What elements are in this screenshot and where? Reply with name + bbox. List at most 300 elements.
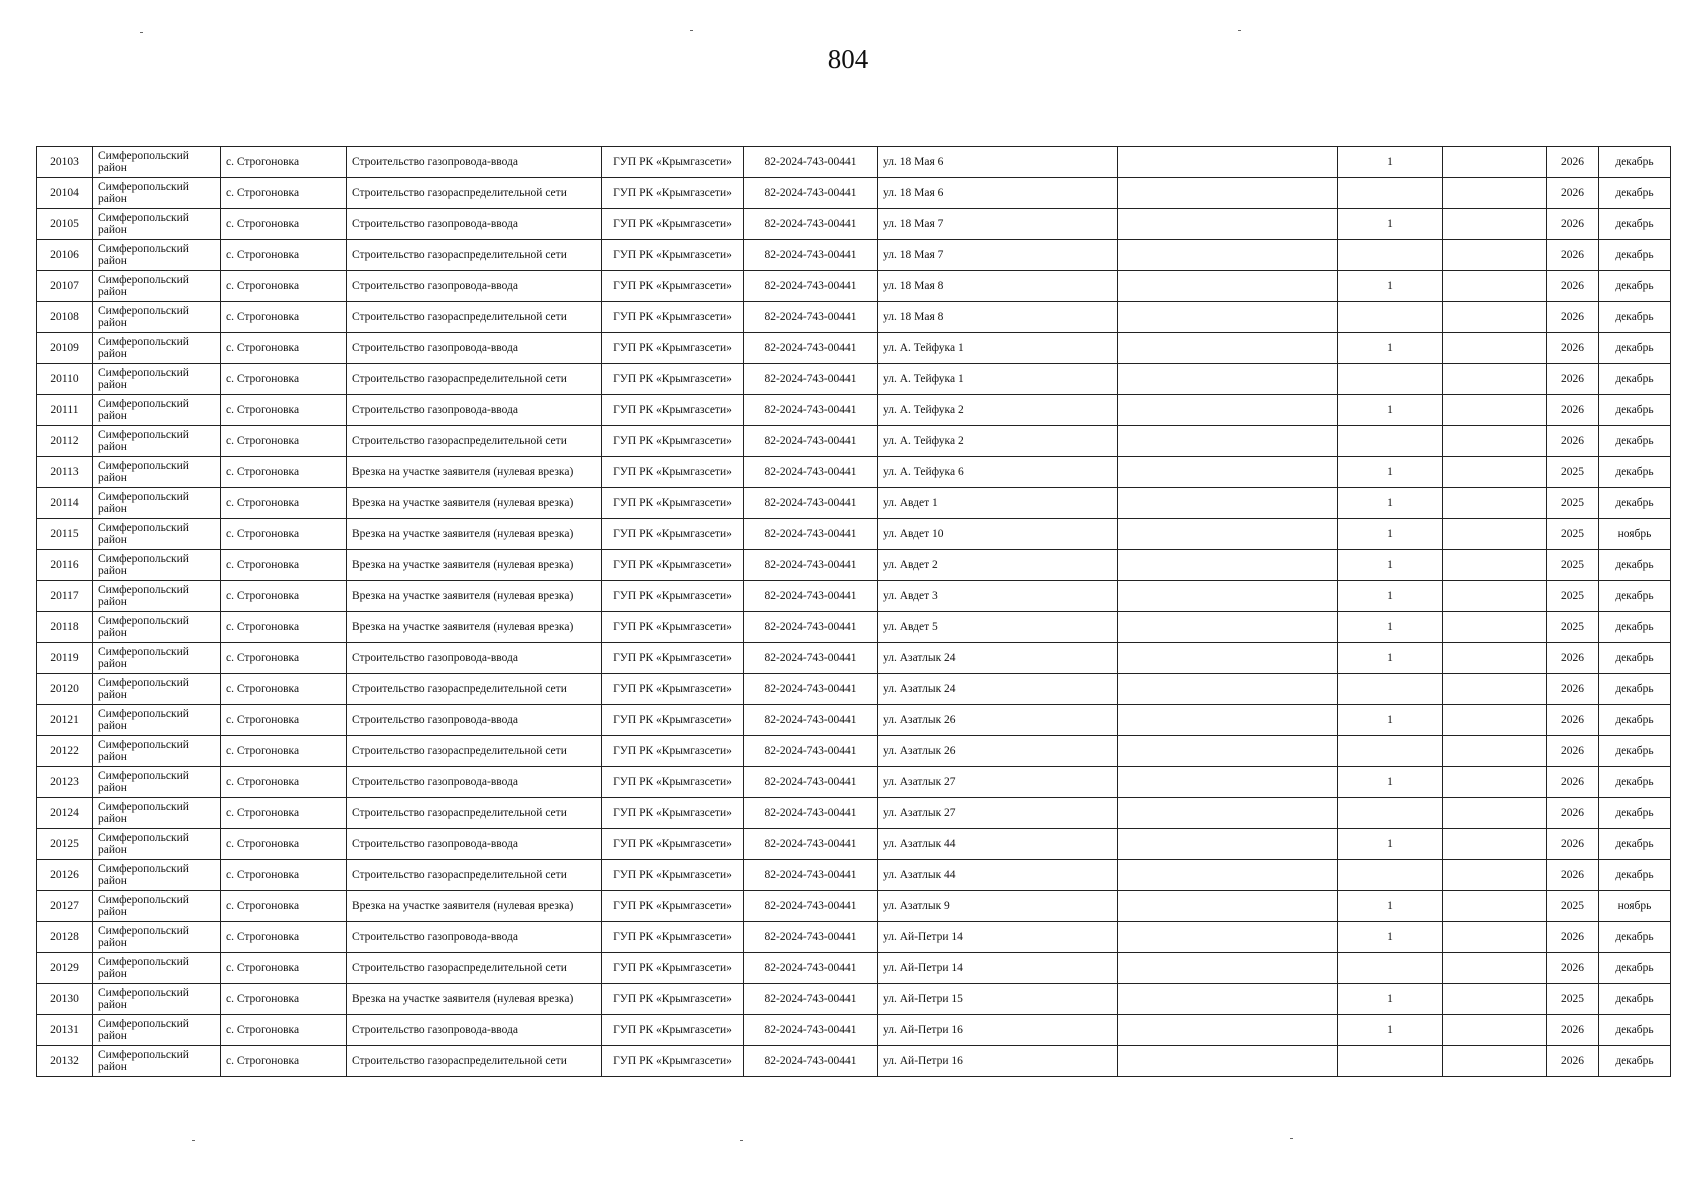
settlement-cell: с. Строгоновка: [221, 612, 347, 643]
row-number-cell: 20110: [37, 364, 93, 395]
quantity-cell: [1338, 860, 1443, 891]
work-type-cell: Строительство газораспределительной сети: [347, 426, 602, 457]
year-cell: 2026: [1547, 643, 1599, 674]
district-cell: Симферопольский район: [93, 488, 221, 519]
district-cell: Симферопольский район: [93, 147, 221, 178]
year-cell: 2026: [1547, 1015, 1599, 1046]
work-type-cell: Врезка на участке заявителя (нулевая врезка): [347, 612, 602, 643]
empty-cell: [1443, 674, 1547, 705]
empty-cell: [1118, 1046, 1338, 1077]
work-type-cell: Строительство газораспределительной сети: [347, 302, 602, 333]
month-cell: декабрь: [1599, 581, 1671, 612]
organization-cell: ГУП РК «Крымгазсети»: [602, 550, 744, 581]
organization-cell: ГУП РК «Крымгазсети»: [602, 240, 744, 271]
work-type-cell: Строительство газопровода-ввода: [347, 643, 602, 674]
row-number-cell: 20132: [37, 1046, 93, 1077]
settlement-cell: с. Строгоновка: [221, 488, 347, 519]
district-cell: Симферопольский район: [93, 1046, 221, 1077]
address-cell: ул. А. Тейфука 6: [878, 457, 1118, 488]
organization-cell: ГУП РК «Крымгазсети»: [602, 364, 744, 395]
work-type-cell: Строительство газопровода-ввода: [347, 705, 602, 736]
empty-cell: [1118, 922, 1338, 953]
table-row: [37, 1015, 1671, 1046]
organization-cell: ГУП РК «Крымгазсети»: [602, 829, 744, 860]
program-code-cell: 82-2024-743-00441: [744, 550, 878, 581]
month-cell: декабрь: [1599, 302, 1671, 333]
address-cell: ул. Ай-Петри 15: [878, 984, 1118, 1015]
row-number-cell: 20106: [37, 240, 93, 271]
organization-cell: ГУП РК «Крымгазсети»: [602, 922, 744, 953]
program-code-cell: 82-2024-743-00441: [744, 147, 878, 178]
quantity-cell: 1: [1338, 922, 1443, 953]
table-row: [37, 984, 1671, 1015]
empty-cell: [1443, 178, 1547, 209]
empty-cell: [1118, 519, 1338, 550]
month-cell: декабрь: [1599, 798, 1671, 829]
row-number-cell: 20130: [37, 984, 93, 1015]
district-cell: Симферопольский район: [93, 984, 221, 1015]
work-type-cell: Строительство газопровода-ввода: [347, 333, 602, 364]
empty-cell: [1443, 488, 1547, 519]
year-cell: 2026: [1547, 364, 1599, 395]
row-number-cell: 20103: [37, 147, 93, 178]
year-cell: 2026: [1547, 922, 1599, 953]
empty-cell: [1118, 302, 1338, 333]
organization-cell: ГУП РК «Крымгазсети»: [602, 612, 744, 643]
program-code-cell: 82-2024-743-00441: [744, 953, 878, 984]
quantity-cell: [1338, 178, 1443, 209]
settlement-cell: с. Строгоновка: [221, 240, 347, 271]
organization-cell: ГУП РК «Крымгазсети»: [602, 147, 744, 178]
empty-cell: [1118, 147, 1338, 178]
district-cell: Симферопольский район: [93, 209, 221, 240]
settlement-cell: с. Строгоновка: [221, 829, 347, 860]
program-code-cell: 82-2024-743-00441: [744, 798, 878, 829]
table-row: [37, 333, 1671, 364]
empty-cell: [1443, 736, 1547, 767]
district-cell: Симферопольский район: [93, 302, 221, 333]
table-row: [37, 674, 1671, 705]
empty-cell: [1118, 395, 1338, 426]
row-number-cell: 20126: [37, 860, 93, 891]
address-cell: ул. Азатлык 27: [878, 767, 1118, 798]
quantity-cell: [1338, 302, 1443, 333]
quantity-cell: 1: [1338, 1015, 1443, 1046]
empty-cell: [1443, 891, 1547, 922]
table-row: [37, 488, 1671, 519]
address-cell: ул. Азатлык 26: [878, 705, 1118, 736]
settlement-cell: с. Строгоновка: [221, 147, 347, 178]
year-cell: 2025: [1547, 891, 1599, 922]
address-cell: ул. А. Тейфука 2: [878, 426, 1118, 457]
table-row: [37, 736, 1671, 767]
work-type-cell: Строительство газопровода-ввода: [347, 922, 602, 953]
program-code-cell: 82-2024-743-00441: [744, 178, 878, 209]
district-cell: Симферопольский район: [93, 643, 221, 674]
year-cell: 2025: [1547, 581, 1599, 612]
empty-cell: [1118, 1015, 1338, 1046]
empty-cell: [1118, 364, 1338, 395]
month-cell: декабрь: [1599, 922, 1671, 953]
table-row: [37, 1046, 1671, 1077]
work-type-cell: Строительство газораспределительной сети: [347, 736, 602, 767]
quantity-cell: 1: [1338, 767, 1443, 798]
year-cell: 2026: [1547, 953, 1599, 984]
empty-cell: [1118, 550, 1338, 581]
row-number-cell: 20122: [37, 736, 93, 767]
work-type-cell: Строительство газопровода-ввода: [347, 767, 602, 798]
district-cell: Симферопольский район: [93, 271, 221, 302]
work-type-cell: Строительство газораспределительной сети: [347, 240, 602, 271]
district-cell: Симферопольский район: [93, 457, 221, 488]
address-cell: ул. Авдет 10: [878, 519, 1118, 550]
quantity-cell: [1338, 953, 1443, 984]
settlement-cell: с. Строгоновка: [221, 209, 347, 240]
district-cell: Симферопольский район: [93, 426, 221, 457]
organization-cell: ГУП РК «Крымгазсети»: [602, 953, 744, 984]
program-code-cell: 82-2024-743-00441: [744, 891, 878, 922]
month-cell: декабрь: [1599, 333, 1671, 364]
year-cell: 2026: [1547, 178, 1599, 209]
year-cell: 2026: [1547, 271, 1599, 302]
address-cell: ул. А. Тейфука 2: [878, 395, 1118, 426]
empty-cell: [1443, 798, 1547, 829]
district-cell: Симферопольский район: [93, 705, 221, 736]
district-cell: Симферопольский район: [93, 395, 221, 426]
organization-cell: ГУП РК «Крымгазсети»: [602, 519, 744, 550]
table-row: [37, 364, 1671, 395]
empty-cell: [1443, 240, 1547, 271]
year-cell: 2025: [1547, 984, 1599, 1015]
table-row: [37, 426, 1671, 457]
district-cell: Симферопольский район: [93, 736, 221, 767]
district-cell: Симферопольский район: [93, 178, 221, 209]
district-cell: Симферопольский район: [93, 674, 221, 705]
address-cell: ул. Азатлык 27: [878, 798, 1118, 829]
table-row: [37, 519, 1671, 550]
organization-cell: ГУП РК «Крымгазсети»: [602, 674, 744, 705]
quantity-cell: 1: [1338, 643, 1443, 674]
program-code-cell: 82-2024-743-00441: [744, 457, 878, 488]
empty-cell: [1443, 829, 1547, 860]
empty-cell: [1118, 426, 1338, 457]
row-number-cell: 20118: [37, 612, 93, 643]
settlement-cell: с. Строгоновка: [221, 178, 347, 209]
organization-cell: ГУП РК «Крымгазсети»: [602, 767, 744, 798]
address-cell: ул. А. Тейфука 1: [878, 333, 1118, 364]
table-row: [37, 457, 1671, 488]
table-row: [37, 550, 1671, 581]
month-cell: декабрь: [1599, 953, 1671, 984]
settlement-cell: с. Строгоновка: [221, 860, 347, 891]
empty-cell: [1443, 395, 1547, 426]
address-cell: ул. 18 Мая 7: [878, 240, 1118, 271]
settlement-cell: с. Строгоновка: [221, 333, 347, 364]
organization-cell: ГУП РК «Крымгазсети»: [602, 581, 744, 612]
organization-cell: ГУП РК «Крымгазсети»: [602, 333, 744, 364]
year-cell: 2025: [1547, 519, 1599, 550]
quantity-cell: 1: [1338, 984, 1443, 1015]
table-row: [37, 891, 1671, 922]
work-type-cell: Строительство газопровода-ввода: [347, 271, 602, 302]
address-cell: ул. Ай-Петри 16: [878, 1046, 1118, 1077]
quantity-cell: 1: [1338, 147, 1443, 178]
quantity-cell: [1338, 426, 1443, 457]
empty-cell: [1443, 519, 1547, 550]
program-code-cell: 82-2024-743-00441: [744, 209, 878, 240]
empty-cell: [1443, 271, 1547, 302]
organization-cell: ГУП РК «Крымгазсети»: [602, 860, 744, 891]
quantity-cell: [1338, 240, 1443, 271]
empty-cell: [1443, 581, 1547, 612]
work-type-cell: Строительство газораспределительной сети: [347, 860, 602, 891]
settlement-cell: с. Строгоновка: [221, 271, 347, 302]
program-code-cell: 82-2024-743-00441: [744, 736, 878, 767]
work-type-cell: Врезка на участке заявителя (нулевая врезка): [347, 581, 602, 612]
scan-speck: [140, 32, 143, 33]
address-cell: ул. 18 Мая 8: [878, 271, 1118, 302]
settlement-cell: с. Строгоновка: [221, 736, 347, 767]
year-cell: 2026: [1547, 1046, 1599, 1077]
year-cell: 2026: [1547, 333, 1599, 364]
row-number-cell: 20120: [37, 674, 93, 705]
empty-cell: [1443, 643, 1547, 674]
row-number-cell: 20125: [37, 829, 93, 860]
work-type-cell: Врезка на участке заявителя (нулевая врезка): [347, 457, 602, 488]
quantity-cell: [1338, 1046, 1443, 1077]
table-row: [37, 271, 1671, 302]
program-code-cell: 82-2024-743-00441: [744, 426, 878, 457]
month-cell: декабрь: [1599, 612, 1671, 643]
table-row: [37, 705, 1671, 736]
scan-speck: [690, 30, 693, 31]
settlement-cell: с. Строгоновка: [221, 1046, 347, 1077]
year-cell: 2026: [1547, 240, 1599, 271]
month-cell: декабрь: [1599, 984, 1671, 1015]
empty-cell: [1118, 674, 1338, 705]
quantity-cell: 1: [1338, 705, 1443, 736]
table-row: [37, 209, 1671, 240]
year-cell: 2026: [1547, 767, 1599, 798]
program-code-cell: 82-2024-743-00441: [744, 1046, 878, 1077]
empty-cell: [1118, 767, 1338, 798]
settlement-cell: с. Строгоновка: [221, 767, 347, 798]
district-cell: Симферопольский район: [93, 519, 221, 550]
program-code-cell: 82-2024-743-00441: [744, 395, 878, 426]
empty-cell: [1118, 891, 1338, 922]
district-cell: Симферопольский район: [93, 550, 221, 581]
empty-cell: [1443, 922, 1547, 953]
district-cell: Симферопольский район: [93, 364, 221, 395]
work-type-cell: Строительство газораспределительной сети: [347, 798, 602, 829]
settlement-cell: с. Строгоновка: [221, 1015, 347, 1046]
program-code-cell: 82-2024-743-00441: [744, 705, 878, 736]
settlement-cell: с. Строгоновка: [221, 922, 347, 953]
address-cell: ул. 18 Мая 7: [878, 209, 1118, 240]
address-cell: ул. А. Тейфука 1: [878, 364, 1118, 395]
row-number-cell: 20114: [37, 488, 93, 519]
address-cell: ул. Ай-Петри 14: [878, 922, 1118, 953]
empty-cell: [1443, 612, 1547, 643]
table-row: [37, 302, 1671, 333]
work-type-cell: Врезка на участке заявителя (нулевая врезка): [347, 550, 602, 581]
empty-cell: [1443, 1015, 1547, 1046]
organization-cell: ГУП РК «Крымгазсети»: [602, 488, 744, 519]
program-code-cell: 82-2024-743-00441: [744, 829, 878, 860]
month-cell: декабрь: [1599, 457, 1671, 488]
program-code-cell: 82-2024-743-00441: [744, 519, 878, 550]
empty-cell: [1443, 550, 1547, 581]
program-code-cell: 82-2024-743-00441: [744, 643, 878, 674]
address-cell: ул. 18 Мая 6: [878, 178, 1118, 209]
empty-cell: [1443, 860, 1547, 891]
address-cell: ул. Азатлык 24: [878, 674, 1118, 705]
address-cell: ул. Авдет 3: [878, 581, 1118, 612]
district-cell: Симферопольский район: [93, 612, 221, 643]
program-code-cell: 82-2024-743-00441: [744, 860, 878, 891]
quantity-cell: 1: [1338, 612, 1443, 643]
work-type-cell: Строительство газопровода-ввода: [347, 147, 602, 178]
month-cell: декабрь: [1599, 829, 1671, 860]
work-type-cell: Врезка на участке заявителя (нулевая врезка): [347, 891, 602, 922]
quantity-cell: 1: [1338, 581, 1443, 612]
month-cell: декабрь: [1599, 271, 1671, 302]
quantity-cell: 1: [1338, 829, 1443, 860]
empty-cell: [1118, 581, 1338, 612]
empty-cell: [1443, 426, 1547, 457]
organization-cell: ГУП РК «Крымгазсети»: [602, 1015, 744, 1046]
table-row: [37, 395, 1671, 426]
row-number-cell: 20117: [37, 581, 93, 612]
work-type-cell: Строительство газораспределительной сети: [347, 178, 602, 209]
quantity-cell: 1: [1338, 271, 1443, 302]
organization-cell: ГУП РК «Крымгазсети»: [602, 798, 744, 829]
district-cell: Симферопольский район: [93, 891, 221, 922]
empty-cell: [1443, 147, 1547, 178]
table-row: [37, 798, 1671, 829]
program-code-cell: 82-2024-743-00441: [744, 364, 878, 395]
organization-cell: ГУП РК «Крымгазсети»: [602, 1046, 744, 1077]
quantity-cell: [1338, 736, 1443, 767]
month-cell: декабрь: [1599, 426, 1671, 457]
district-cell: Симферопольский район: [93, 1015, 221, 1046]
row-number-cell: 20113: [37, 457, 93, 488]
settlement-cell: с. Строгоновка: [221, 643, 347, 674]
registry-table: [36, 146, 1671, 1077]
empty-cell: [1118, 705, 1338, 736]
organization-cell: ГУП РК «Крымгазсети»: [602, 643, 744, 674]
work-type-cell: Врезка на участке заявителя (нулевая врезка): [347, 488, 602, 519]
scan-speck: [1238, 30, 1241, 31]
empty-cell: [1443, 705, 1547, 736]
district-cell: Симферопольский район: [93, 953, 221, 984]
empty-cell: [1118, 953, 1338, 984]
empty-cell: [1443, 333, 1547, 364]
table-row: [37, 829, 1671, 860]
table-row: [37, 147, 1671, 178]
organization-cell: ГУП РК «Крымгазсети»: [602, 457, 744, 488]
empty-cell: [1118, 457, 1338, 488]
empty-cell: [1118, 984, 1338, 1015]
month-cell: декабрь: [1599, 860, 1671, 891]
row-number-cell: 20124: [37, 798, 93, 829]
program-code-cell: 82-2024-743-00441: [744, 767, 878, 798]
work-type-cell: Строительство газораспределительной сети: [347, 674, 602, 705]
program-code-cell: 82-2024-743-00441: [744, 922, 878, 953]
settlement-cell: с. Строгоновка: [221, 984, 347, 1015]
empty-cell: [1118, 643, 1338, 674]
year-cell: 2026: [1547, 736, 1599, 767]
settlement-cell: с. Строгоновка: [221, 953, 347, 984]
row-number-cell: 20121: [37, 705, 93, 736]
table-body: [37, 147, 1671, 1077]
month-cell: декабрь: [1599, 550, 1671, 581]
work-type-cell: Строительство газораспределительной сети: [347, 364, 602, 395]
empty-cell: [1118, 178, 1338, 209]
quantity-cell: 1: [1338, 891, 1443, 922]
quantity-cell: 1: [1338, 457, 1443, 488]
program-code-cell: 82-2024-743-00441: [744, 271, 878, 302]
month-cell: декабрь: [1599, 1046, 1671, 1077]
quantity-cell: [1338, 364, 1443, 395]
row-number-cell: 20105: [37, 209, 93, 240]
work-type-cell: Строительство газораспределительной сети: [347, 953, 602, 984]
empty-cell: [1443, 1046, 1547, 1077]
address-cell: ул. Ай-Петри 16: [878, 1015, 1118, 1046]
table-row: [37, 240, 1671, 271]
program-code-cell: 82-2024-743-00441: [744, 674, 878, 705]
year-cell: 2025: [1547, 457, 1599, 488]
year-cell: 2026: [1547, 705, 1599, 736]
address-cell: ул. 18 Мая 8: [878, 302, 1118, 333]
organization-cell: ГУП РК «Крымгазсети»: [602, 736, 744, 767]
row-number-cell: 20115: [37, 519, 93, 550]
program-code-cell: 82-2024-743-00441: [744, 488, 878, 519]
year-cell: 2026: [1547, 860, 1599, 891]
row-number-cell: 20112: [37, 426, 93, 457]
month-cell: декабрь: [1599, 178, 1671, 209]
month-cell: декабрь: [1599, 147, 1671, 178]
row-number-cell: 20116: [37, 550, 93, 581]
district-cell: Симферопольский район: [93, 333, 221, 364]
work-type-cell: Строительство газопровода-ввода: [347, 1015, 602, 1046]
address-cell: ул. Азатлык 44: [878, 829, 1118, 860]
month-cell: ноябрь: [1599, 519, 1671, 550]
settlement-cell: с. Строгоновка: [221, 395, 347, 426]
table-row: [37, 612, 1671, 643]
district-cell: Симферопольский район: [93, 798, 221, 829]
district-cell: Симферопольский район: [93, 581, 221, 612]
quantity-cell: 1: [1338, 395, 1443, 426]
empty-cell: [1118, 333, 1338, 364]
empty-cell: [1443, 953, 1547, 984]
month-cell: ноябрь: [1599, 891, 1671, 922]
settlement-cell: с. Строгоновка: [221, 705, 347, 736]
month-cell: декабрь: [1599, 643, 1671, 674]
quantity-cell: 1: [1338, 209, 1443, 240]
table-row: [37, 922, 1671, 953]
year-cell: 2026: [1547, 209, 1599, 240]
month-cell: декабрь: [1599, 488, 1671, 519]
empty-cell: [1118, 860, 1338, 891]
empty-cell: [1118, 271, 1338, 302]
table-row: [37, 953, 1671, 984]
district-cell: Симферопольский район: [93, 240, 221, 271]
program-code-cell: 82-2024-743-00441: [744, 240, 878, 271]
address-cell: ул. Азатлык 44: [878, 860, 1118, 891]
program-code-cell: 82-2024-743-00441: [744, 1015, 878, 1046]
year-cell: 2026: [1547, 798, 1599, 829]
